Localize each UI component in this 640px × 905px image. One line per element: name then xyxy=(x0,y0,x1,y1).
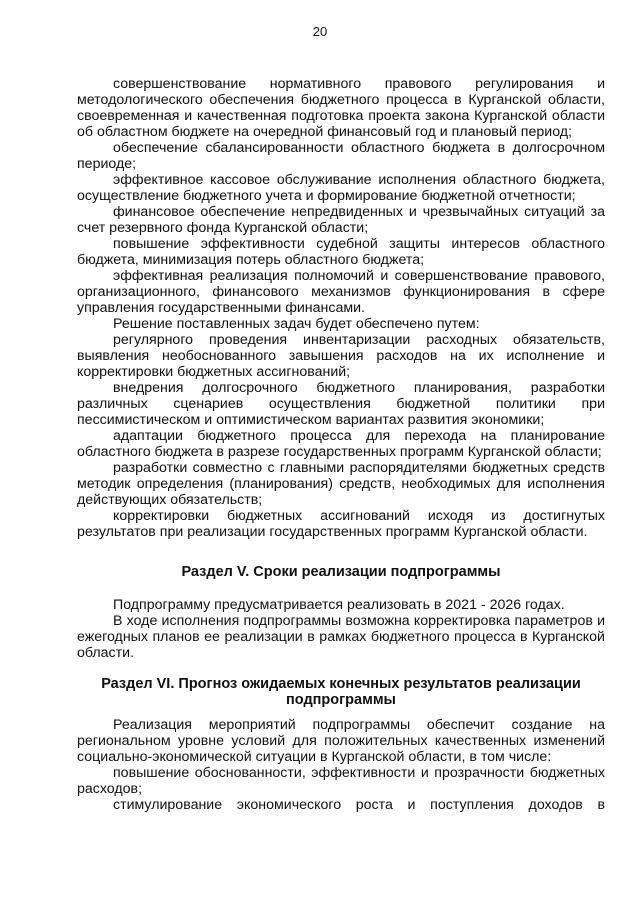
page-number: 20 xyxy=(312,24,328,39)
text-line: корректировки бюджетных ассигнований исходя из достигнутых xyxy=(113,508,605,524)
text-line: Решение поставленных задач будет обеспечено путем: xyxy=(113,316,480,332)
text-line: повышение эффективности судебной защиты интересов областного xyxy=(113,236,605,252)
text-line: эффективная реализация полномочий и совершенствование правового, xyxy=(113,268,605,284)
text-line: своевременная и качественная подготовка проекта закона Курганской области xyxy=(77,108,605,124)
section-6-heading-line: подпрограммы xyxy=(286,692,396,708)
text-line: повышение обоснованности, эффективности и прозрачности бюджетных xyxy=(113,765,605,781)
text-line: областного бюджета в разрезе государственных программ Курганской области; xyxy=(77,444,602,460)
text-line: внедрения долгосрочного бюджетного планирования, разработки xyxy=(113,380,605,396)
text-line: результатов при реализации государственных программ Курганской области. xyxy=(77,524,588,540)
text-line: В ходе исполнения подпрограммы возможна корректировка параметров и xyxy=(113,613,605,629)
results-block xyxy=(77,717,605,813)
text-line: пессимистическом и оптимистическом вариантах развития экономики; xyxy=(77,412,545,428)
text-line: обеспечение сбалансированности областного бюджета в долгосрочном xyxy=(113,140,605,156)
text-line: Подпрограмму предусматривается реализовать в 2021 - 2026 годах. xyxy=(113,597,565,613)
text-line: управления государственными финансами. xyxy=(77,300,365,316)
text-line: эффективное кассовое обслуживание исполнения областного бюджета, xyxy=(113,172,605,188)
timeline-block xyxy=(77,597,605,661)
tasks-block xyxy=(77,76,605,540)
text-line: расходов; xyxy=(77,781,143,797)
text-line: бюджета, минимизация потерь областного бюджета; xyxy=(77,252,425,268)
text-line: периоде; xyxy=(77,156,137,172)
text-line: социально-экономической ситуации в Курганской области, в том числе: xyxy=(77,749,552,765)
text-line: методологического обеспечения бюджетного процесса в Курганской области, xyxy=(77,92,605,108)
text-line: методик определения (планирования) средств, необходимых для исполнения xyxy=(77,476,605,492)
text-line: разработки совместно с главными распорядителями бюджетных средств xyxy=(113,460,605,476)
text-line: области. xyxy=(77,645,135,661)
text-line: региональном уровне условий для положительных качественных изменений xyxy=(77,733,605,749)
text-line: выявления необоснованного завышения расходов на их исполнение и xyxy=(77,348,605,364)
text-line: регулярного проведения инвентаризации расходных обязательств, xyxy=(113,332,605,348)
text-line: финансовое обеспечение непредвиденных и чрезвычайных ситуаций за xyxy=(113,204,605,220)
section-6-heading xyxy=(77,676,605,708)
section-6-heading-line: Раздел VI. Прогноз ожидаемых конечных результатов реализации xyxy=(101,676,581,692)
text-line: адаптации бюджетного процесса для перехода на планирование xyxy=(113,428,605,444)
text-line: корректировки бюджетных ассигнований; xyxy=(77,364,351,380)
text-line: Реализация мероприятий подпрограммы обеспечит создание на xyxy=(113,717,605,733)
text-line: организационного, финансового механизмов функционирования в сфере xyxy=(77,284,605,300)
text-line: различных сценариев осуществления бюджетной политики при xyxy=(77,396,605,412)
text-line: осуществление бюджетного учета и формирование бюджетной отчетности; xyxy=(77,188,576,204)
text-line: стимулирование экономического роста и поступления доходов в xyxy=(113,797,605,813)
text-line: совершенствование нормативного правового регулирования и xyxy=(113,76,605,92)
section-5-heading: Раздел V. Сроки реализации подпрограммы xyxy=(181,564,501,580)
text-line: ежегодных планов ее реализации в рамках бюджетного процесса в Курганской xyxy=(77,629,605,645)
text-line: об областном бюджете на очередной финансовый год и плановый период; xyxy=(77,124,572,140)
text-line: счет резервного фонда Курганской области; xyxy=(77,220,369,236)
text-line: действующих обязательств; xyxy=(77,492,263,508)
